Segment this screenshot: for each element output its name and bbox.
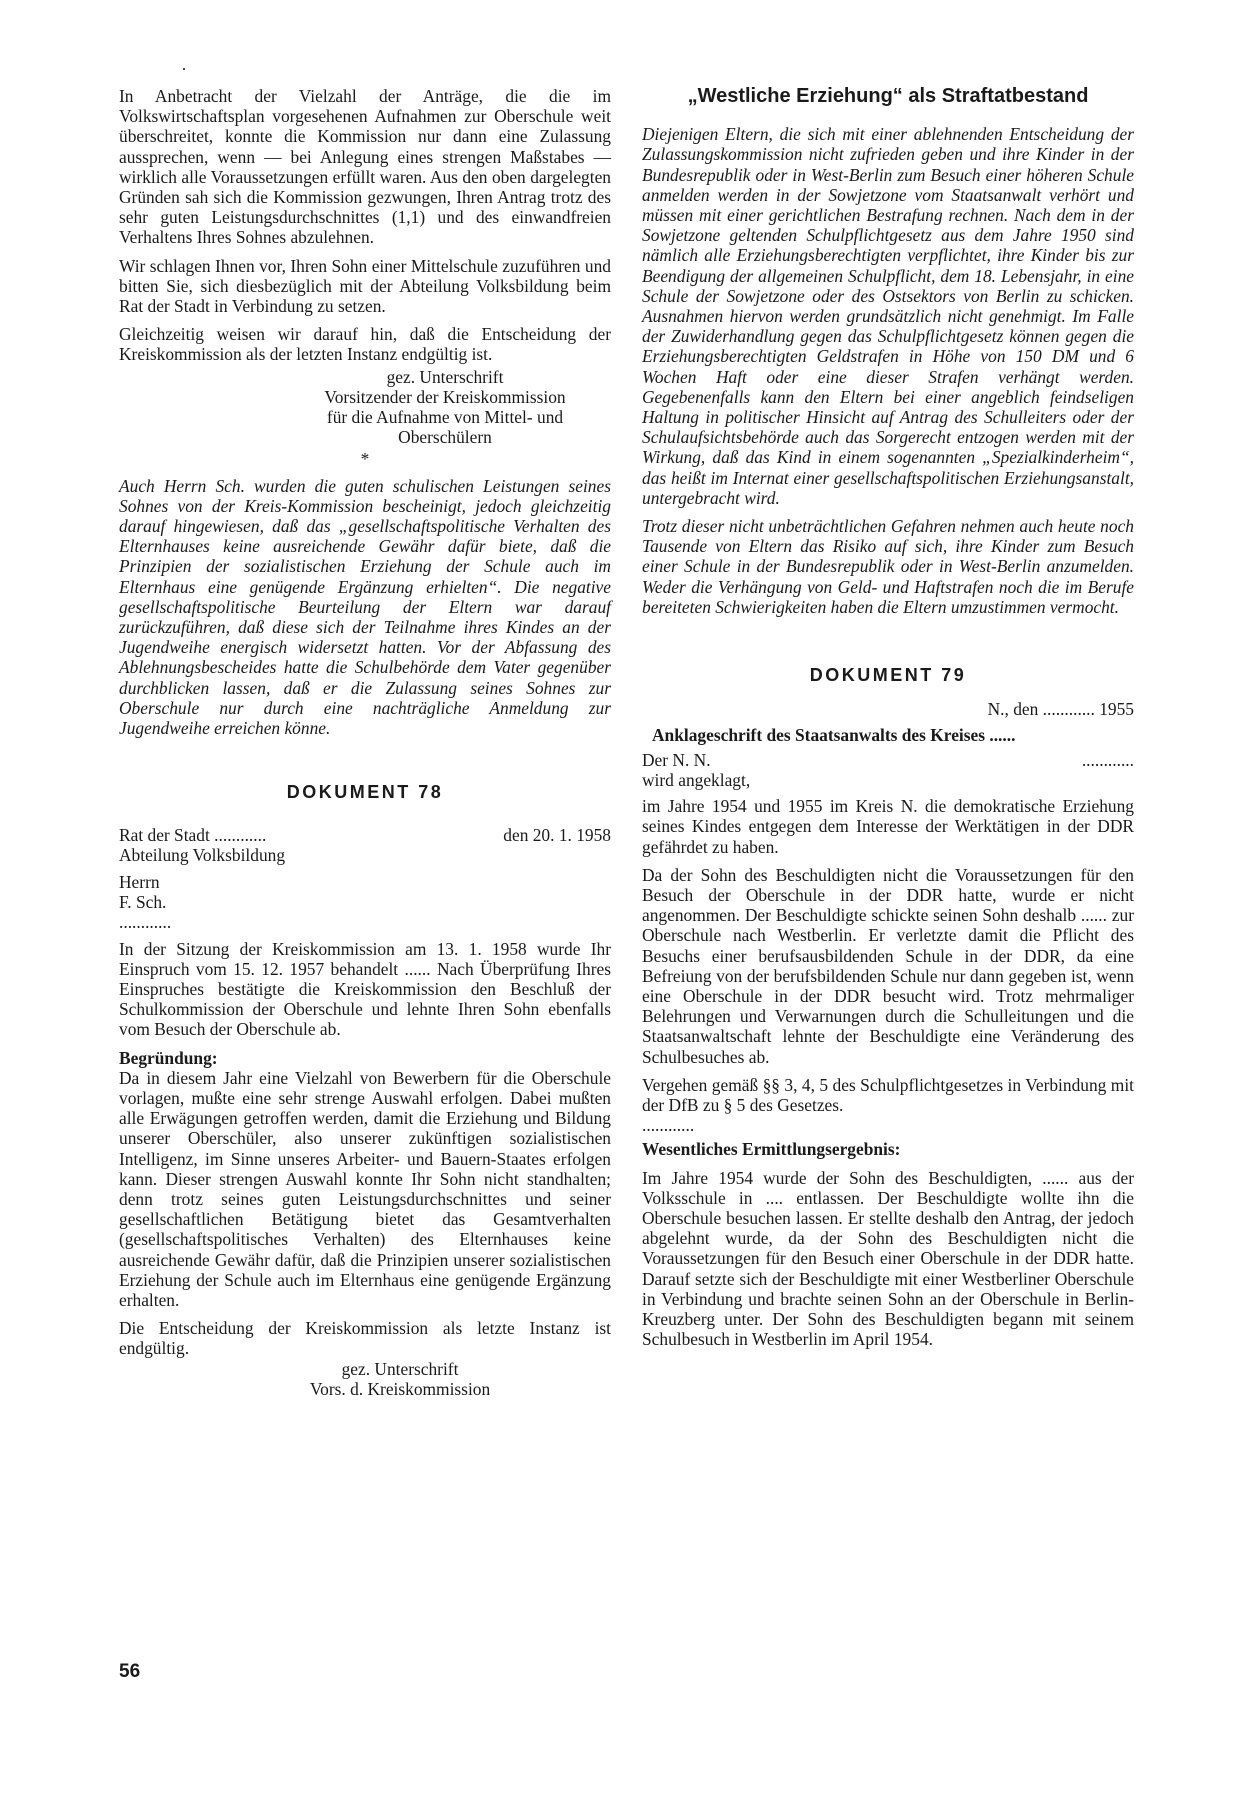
signature-line: gez. Unterschrift: [341, 1358, 459, 1379]
paragraph: Gleichzeitig weisen wir darauf hin, daß die Entscheidung der Kreiskommission als der letzten Instanz endgültig ist.: [119, 324, 611, 365]
left-column: [119, 86, 611, 1399]
signature-block: [279, 367, 611, 448]
signature-line: Oberschülern: [398, 427, 492, 448]
paragraph: Da in diesem Jahr eine Vielzahl von Bewerbern für die Oberschule vorlagen, mußte eine sehr strenge Auswahl erfolgen. Dabei mußten alle Erwägungen getroffen werden, damit die Erziehung und Bildung unserer Oberschüler, also unserer zukünftigen sozialistischen Intelligenz, im Sinne unseres Arbeiter- und Bauern-Staates erfolgen kann. Dieser strengen Auswahl konnte Ihr Sohn nicht standhalten; denn trotz seines guten Leistungsdurchschnittes und seiner gesellschaftlichen Betätigung bietet das Gesamtverhalten (gesellschaftspolitisches Verhalten) des Elternhauses keine ausreichende Gewähr dafür, daß die Prinzipien unserer sozialistischen Erziehung der Schule auch im Elternhaus eine genügende Ergänzung erhalten.: [119, 1067, 611, 1310]
paragraph: Im Jahre 1954 wurde der Sohn des Beschuldigten, ...... aus der Volksschule in .... entlassen. Der Beschuldigte wollte ihn die Oberschule besuchen lassen. Er stellte deshalb den Antrag, der jedoch abgelehnt wurde, da der Sohn des Beschuldigten nicht die Voraussetzungen für den Besuch einer Oberschule in der DDR hatte. Darauf setzte sich der Beschuldigte mit einer Westberliner Oberschule in Verbindung und brachte seinen Sohn an der Oberschule in Berlin-Kreuzberg unter. Der Sohn des Beschuldigten begann mit seinem Schulbesuch in Westberlin im April 1954.: [642, 1167, 1134, 1350]
paragraph: Da der Sohn des Beschuldigten nicht die Voraussetzungen für den Besuch der Oberschule in der DDR hatte, wurde er nicht angenommen. Der Beschuldigte schickte seinen Sohn deshalb ...... zur Oberschule nach Westberlin. Er verletzte damit die Pflicht des Besuchs einer berufsausbildenden Schule in der DDR, da eine Befreiung von der berufsbildenden Schule nur dann gegeben ist, wenn eine Oberschule in der DDR besucht wird. Trotz mehrmaliger Belehrungen und Verwarnungen durch die Schulleitungen und die Staatsanwaltschaft lehnte der Beschuldigte eine Veränderung des Schulbesuches ab.: [642, 864, 1134, 1067]
commentary-paragraph: Diejenigen Eltern, die sich mit einer ablehnenden Entscheidung der Zulassungskommission nicht zufrieden geben und ihre Kinder in der Bundesrepublik oder in West-Berlin zum Besuch einer höheren Schule anmelden werden in der Sowjetzone vom Staatsanwalt verhört und müssen mit einer gerichtlichen Bestrafung rechnen. Nach dem in der Sowjetzone geltenden Schulpflichtgesetz aus dem Jahre 1950 sind nämlich alle Erziehungsberechtigten verpflichtet, ihre Kinder bis zur Beendigung der allgemeinen Schulpflicht, dem 18. Lebensjahr, in eine Schule der Sowjetzone oder des Ostsektors von Berlin zu schicken. Ausnahmen hiervon werden grundsätzlich nicht genehmigt. Im Falle der Zuwiderhandlung gegen das Schulpflichtgesetz können gegen die Erziehungsberechtigten Geldstrafen in Höhe von 150 DM und 6 Wochen Haft oder eine dieser Strafen verhängt werden. Gegebenenfalls kann den Eltern bei einer angeblich feindseligen Haltung in politischer Hinsicht auf Antrag des Schulleiters oder der Schulaufsichtsbehörde auch das Sorgerecht entzogen werden mit der Wirkung, daß das Kind in einem sogenannten „Spezialkinderheim“, das heißt im Internat einer gesellschaftspolitischen Erziehungsanstalt, untergebracht wird.: [642, 124, 1134, 508]
sender: Rat der Stadt ............: [119, 824, 267, 845]
paragraph: In der Sitzung der Kreiskommission am 13. 1. 1958 wurde Ihr Einspruch vom 15. 12. 1957 behandelt ...... Nach Überprüfung Ihres Einspruches bestätigte die Kreiskommission den Beschluß der Schulkommission der Oberschule und lehnte Ihren Sohn ebenfalls vom Besuch der Oberschule ab.: [119, 938, 611, 1040]
signature-line: gez. Unterschrift: [386, 366, 504, 387]
letter-header: [119, 825, 611, 845]
signature-line: Vors. d. Kreiskommission: [309, 1378, 491, 1399]
paragraph: im Jahre 1954 und 1955 im Kreis N. die demokratische Erziehung seines Kindes entgegen dem Interesse der Werktätigen in der DDR gefährdet zu haben.: [642, 796, 1134, 857]
recipient: F. Sch.: [119, 892, 167, 913]
recipient: Herrn: [119, 871, 160, 892]
section-separator: *: [360, 449, 370, 470]
commentary-paragraph: Auch Herrn Sch. wurden die guten schulischen Leistungen seines Sohnes von der Kreis-Kommission bescheinigt, jedoch gleichzeitig darauf hingewiesen, daß das „gesellschaftspolitische Verhalten des Elternhauses keine ausreichende Gewähr dafür biete, daß die Prinzipien der sozialistischen Erziehung der Schule auch im Elternhaus eine genügende Ergänzung erhielten“. Die negative gesellschaftspolitische Beurteilung der Eltern war darauf zurückzuführen, daß diese sich der Teilnahme ihres Kindes an der Jugendweihe energisch widersetzt hatten. Vor der Abfassung des Ablehnungsbescheides hatte die Schulbehörde dem Vater gegenüber durchblicken lassen, daß er die Zulassung seines Sohnes zur Oberschule nur durch eine nachträgliche Anmeldung zur Jugendweihe erreichen könne.: [119, 475, 611, 739]
signature-line: Vorsitzender der Kreiskommission: [324, 386, 566, 407]
paragraph: In Anbetracht der Vielzahl der Anträge, die die im Volkswirtschaftsplan vorgesehenen Aufnahmen zur Oberschule weit überschreitet, konnte die Kommission nur dann eine Zulassung aussprechen, wenn — bei Anlegung eines strengen Maßstabes — wirklich alle Voraussetzungen erfüllt waren. Aus den oben dargelegten Gründen sah sich die Kommission gezwungen, Ihren Antrag trotz des sehr guten Leistungsdurchschnittes (1,1) und des einwandfreien Verhaltens Ihres Sohnes abzulehnen.: [119, 86, 611, 248]
document-title: DOKUMENT 78: [286, 782, 444, 803]
page-number: 56: [119, 1661, 141, 1682]
document-title: DOKUMENT 79: [809, 665, 967, 686]
signature-line: für die Aufnahme von Mittel- und: [326, 407, 564, 428]
paragraph: Die Entscheidung der Kreiskommission als letzte Instanz ist endgültig.: [119, 1318, 611, 1359]
indictment-heading: Anklageschrift des Staatsanwalts des Kreises ......: [652, 725, 1016, 746]
document-date: N., den ............ 1955: [987, 699, 1134, 720]
charge-line: wird angeklagt,: [642, 769, 751, 790]
right-column: [642, 86, 1134, 1357]
section-label: Wesentliches Ermittlungsergebnis:: [642, 1139, 901, 1160]
section-label: Begründung:: [119, 1047, 218, 1068]
paragraph: Vergehen gemäß §§ 3, 4, 5 des Schulpflichtgesetzes in Verbindung mit der DfB zu § 5 des Gesetzes.: [642, 1074, 1134, 1115]
placeholder-dots: ............: [1081, 749, 1134, 770]
sender-department: Abteilung Volksbildung: [119, 844, 286, 865]
section-heading: „Westliche Erziehung“ als Straftatbestand: [687, 85, 1089, 107]
placeholder-dots: ............: [642, 1115, 695, 1136]
paragraph: Wir schlagen Ihnen vor, Ihren Sohn einer Mittelschule zuzuführen und bitten Sie, sich diesbezüglich mit der Abteilung Volksbildung beim Rat der Stadt in Verbindung zu setzen.: [119, 255, 611, 317]
recipient: ............: [119, 912, 172, 933]
letter-date: den 20. 1. 1958: [503, 824, 611, 845]
accused-name: Der N. N.: [642, 749, 711, 770]
accused-line: [642, 750, 1134, 770]
print-speck: [183, 68, 185, 70]
commentary-paragraph: Trotz dieser nicht unbeträchtlichen Gefahren nehmen auch heute noch Tausende von Eltern das Risiko auf sich, ihre Kinder zum Besuch einer Schule in der Bundesrepublik oder in West-Berlin anzumelden. Weder die Verhängung von Geld- und Haftstrafen noch die im Berufe bereiteten Schwierigkeiten haben die Eltern umzustimmen vermocht.: [642, 516, 1134, 617]
